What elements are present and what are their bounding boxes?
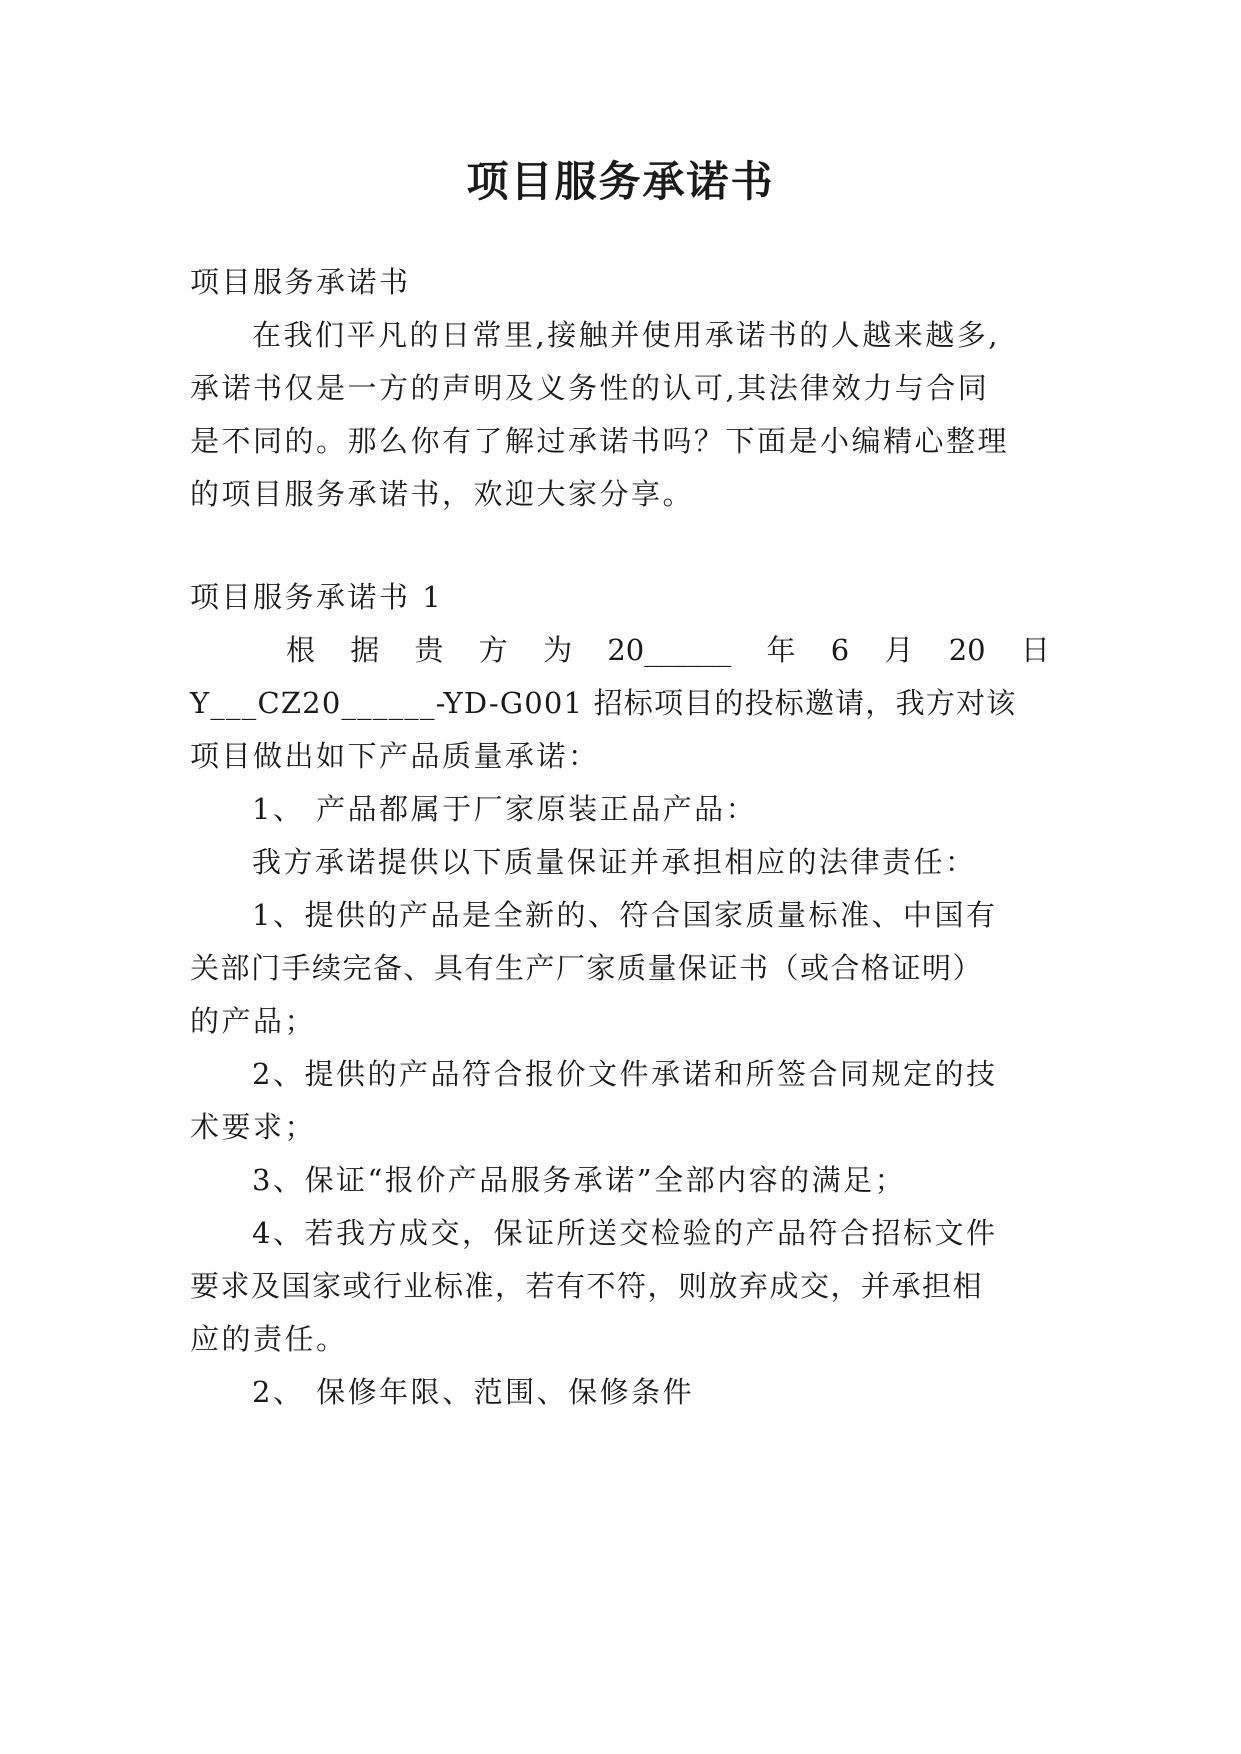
body-line-1-part: 根 [286,633,316,667]
body-line-14: 应的责任。 [190,1322,348,1356]
body-line-8: 的产品； [190,1004,317,1038]
body-line-1 [286,630,1050,670]
body-line-5: 我方承诺提供以下质量保证并承担相应的法律责任： [252,845,977,879]
body-line-4: 1、 产品都属于厂家原装正品产品： [252,792,758,826]
body-line-2: Y___CZ20______-YD-G001 招标项目的投标邀请，我方对该 [190,686,1017,720]
body-line-1-part: 年 [766,633,796,667]
body-line-1-part: 日 [1020,633,1050,667]
document-title: 项目服务承诺书 [466,157,775,206]
body-line-1-part: 据 [350,633,380,667]
body-line-11: 3、保证“报价产品服务承诺”全部内容的满足； [252,1163,907,1197]
section-heading: 项目服务承诺书 1 [190,580,444,614]
body-line-9: 2、提供的产品符合报价文件承诺和所签合同规定的技 [252,1057,998,1091]
body-line-1-part: 6 [830,633,850,667]
body-line-6: 1、提供的产品是全新的、符合国家质量标准、中国有 [252,898,998,932]
body-line-7: 关部门手续完备、具有生产厂家质量保证书（或合格证明） [190,951,984,985]
body-line-1-part: 20______ [607,633,732,667]
body-line-1-part: 月 [884,633,914,667]
body-line-12: 4、若我方成交，保证所送交检验的产品符合招标文件 [252,1216,998,1250]
body-line-1-part: 贵 [414,633,444,667]
body-line-15: 2、 保修年限、范围、保修条件 [252,1375,695,1409]
intro-line-1: 在我们平凡的日常里,接触并使用承诺书的人越来越多, [252,318,1000,352]
body-line-1-part: 方 [478,633,508,667]
body-line-3: 项目做出如下产品质量承诺： [190,739,600,773]
body-line-13: 要求及国家或行业标准，若有不符，则放弃成交，并承担相 [190,1269,984,1303]
body-line-1-part: 20 [948,633,986,667]
intro-line-4: 的项目服务承诺书，欢迎大家分享。 [190,477,695,511]
body-line-1-part: 为 [543,633,573,667]
intro-line-2: 承诺书仅是一方的声明及义务性的认可,其法律效力与合同 [190,371,990,405]
body-line-10: 术要求； [190,1110,317,1144]
document-subtitle: 项目服务承诺书 [190,265,411,299]
intro-line-3: 是不同的。那么你有了解过承诺书吗？下面是小编精心整理 [190,424,1010,458]
